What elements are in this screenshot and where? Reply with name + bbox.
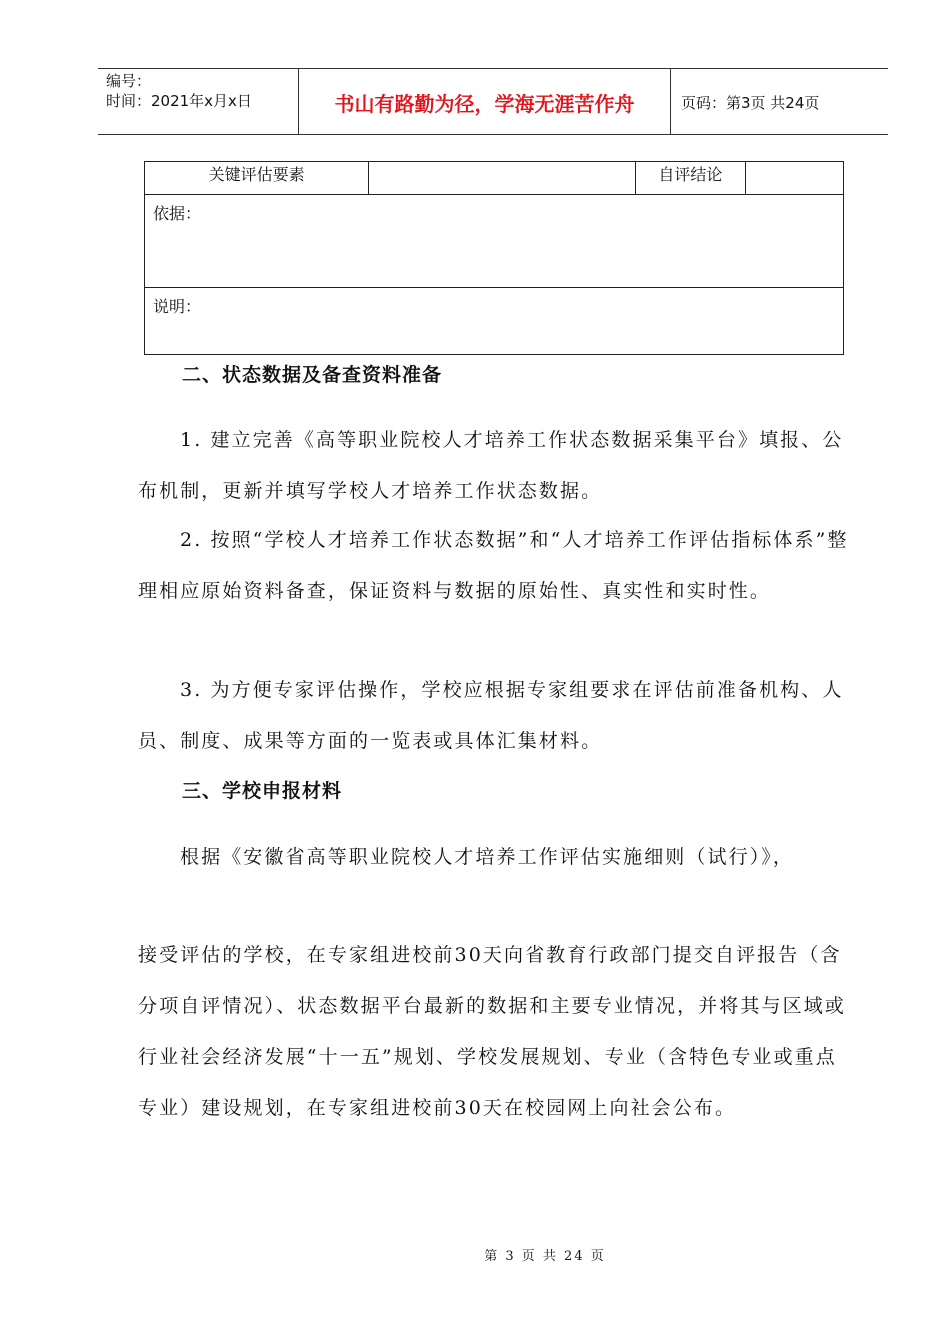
- section-3-paragraph-body: 接受评估的学校，在专家组进校前30天向省教育行政部门提交自评报告（含分项自评情况）、状态数据平台最新的数据和主要专业情况，并将其与区域或行业社会经济发展“十一五”规划、学校发展规划、专业（含特色专业或重点专业）建设规划，在专家组进校前30天在校园网上向社会公布。: [138, 944, 846, 1119]
- evaluation-basis-row: [145, 195, 844, 288]
- header-meta: [98, 69, 299, 135]
- header-page-info: 页码：第3页 共24页: [681, 93, 820, 112]
- page-footer: [0, 1245, 950, 1264]
- section-2-title: 二、状态数据及备查资料准备: [182, 364, 443, 386]
- evaluation-note-row: [145, 288, 844, 355]
- section-3-paragraph-intro: 根据《安徽省高等职业院校人才培养工作评估实施细则（试行）》，: [180, 846, 795, 868]
- section-2-item-1: 1. 建立完善《高等职业院校人才培养工作状态数据采集平台》填报、公布机制，更新并填写学校人才培养工作状态数据。: [138, 429, 844, 502]
- footer-page-number: 第 3 页 共 24 页: [484, 1249, 606, 1264]
- evaluation-table-header-row: [145, 162, 844, 195]
- self-conclusion-label: 自评结论: [635, 162, 746, 195]
- document-number-label: 编号：: [106, 72, 152, 90]
- key-elements-value: [369, 162, 635, 195]
- evaluation-table: [144, 161, 844, 355]
- key-elements-label: 关键评估要素: [145, 162, 369, 195]
- basis-label: 依据：: [145, 195, 844, 288]
- header-motto: 书山有路勤为径，学海无涯苦作舟: [299, 69, 671, 135]
- section-2-item-2: 2. 按照“学校人才培养工作状态数据”和“人才培养工作评估指标体系”整理相应原始资料备查，保证资料与数据的原始性、真实性和实时性。: [138, 529, 849, 602]
- section-3-title: 三、学校申报材料: [182, 780, 343, 802]
- section-2-item-3: 3. 为方便专家评估操作，学校应根据专家组要求在评估前准备机构、人员、制度、成果等方面的一览表或具体汇集材料。: [138, 679, 844, 752]
- note-label: 说明：: [145, 288, 844, 355]
- page-header: [98, 68, 888, 135]
- document-time-label: 时间：2021年x月x日: [106, 92, 252, 110]
- self-conclusion-value: [746, 162, 844, 195]
